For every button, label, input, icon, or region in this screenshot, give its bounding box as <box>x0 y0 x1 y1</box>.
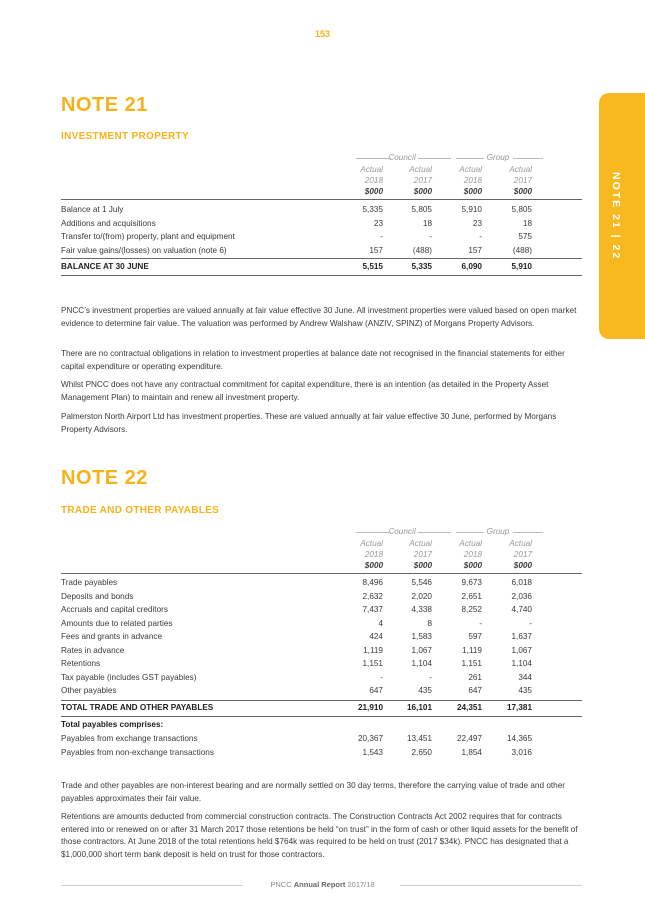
divider <box>356 532 391 533</box>
page-number: 153 <box>314 29 331 39</box>
paragraph: Retentions are amounts deducted from commercial construction contracts. The Construction Contracts Act 2002 requires that for contracts entered into or renewed on or after 31 March 2017 those retentions be held “on trust” in the form of cash or other liquid assets for the benefit of those contractors. At June 2018 of the total retentions held $764k was required to be held on trust (2017 $34k). PNCC has designated that a $1,000,000 short term bank deposit is held on trust for those contractors. <box>61 812 578 859</box>
table-row: Additions and acquisitions 23 18 23 18 <box>61 218 532 228</box>
column-header: Actual 2017 $000 <box>509 539 532 570</box>
column-header: Actual 2017 $000 <box>409 165 432 196</box>
side-tab <box>599 93 645 339</box>
group-council-label: Council <box>388 527 416 536</box>
note22-subheading: TRADE AND OTHER PAYABLES <box>61 505 220 516</box>
footer-year: 2017/18 <box>347 880 375 889</box>
total-row: BALANCE AT 30 JUNE 5,515 5,335 6,090 5,910 <box>61 262 532 271</box>
table-row: Fees and grants in advance 424 1,583 597 1,637 <box>61 632 532 641</box>
divider <box>513 158 543 159</box>
footer-title: Annual Report <box>293 880 346 889</box>
divider <box>356 158 391 159</box>
table-row: Payables from exchange transactions 20,367 13,451 22,497 14,365 <box>61 734 532 743</box>
total-rule-top <box>61 258 582 259</box>
header-rule <box>61 573 582 574</box>
column-header: Actual 2018 $000 <box>459 539 482 570</box>
column-header: Actual 2018 $000 <box>459 165 482 196</box>
divider <box>513 532 543 533</box>
group-group-label: Group <box>486 153 510 162</box>
table-row: Payables from non-exchange transactions 1,543 2,650 1,854 3,016 <box>61 747 532 757</box>
investment-property-table <box>61 152 582 277</box>
table-row: Balance at 1 July 5,335 5,805 5,910 5,805 <box>61 205 532 214</box>
footer <box>0 880 645 889</box>
group-council-label: Council <box>388 153 416 162</box>
divider <box>456 532 484 533</box>
divider <box>456 158 484 159</box>
paragraph: There are no contractual obligations in relation to investment properties at balance date not recognised in the financial statements for either capital expenditure or operating expenditure. <box>61 349 565 371</box>
group-group-label: Group <box>486 527 510 536</box>
table-row: Other payables 647 435 647 435 <box>61 686 532 695</box>
column-header: Actual 2017 $000 <box>509 165 532 196</box>
table-row: Trade payables 8,496 5,546 9,673 6,018 <box>61 578 532 587</box>
total-rule-bottom <box>61 275 582 276</box>
divider <box>418 158 451 159</box>
table-row: Accruals and capital creditors 7,437 4,338 8,252 4,740 <box>61 605 532 614</box>
table-row: Rates in advance 1,119 1,067 1,119 1,067 <box>61 645 532 655</box>
paragraph: PNCC’s investment properties are valued annually at fair value effective 30 June. All investment properties were valued based on open market evidence to determine fair value. The valuation was performed by Andrew Walshaw (ANZIV, SPINZ) of Morgans Property Advisors. <box>61 306 577 328</box>
table-row: Transfer to/(from) property, plant and equipment - - - 575 <box>61 232 532 241</box>
paragraph: Palmerston North Airport Ltd has investment properties. These are valued annually at fair value effective 30 June, performed by Morgans Property Advisors. <box>61 412 557 434</box>
total-rule-bottom <box>61 716 582 717</box>
total-rule-top <box>61 700 582 701</box>
note21-subheading: INVESTMENT PROPERTY <box>61 131 189 142</box>
divider <box>418 532 451 533</box>
footer-org: PNCC <box>270 880 292 889</box>
header-rule <box>61 199 582 200</box>
total-row: TOTAL TRADE AND OTHER PAYABLES 21,910 16,101 24,351 17,381 <box>61 703 532 712</box>
column-header: Actual 2017 $000 <box>409 539 432 570</box>
table-row: Retentions 1,151 1,104 1,151 1,104 <box>61 659 532 668</box>
paragraph: Whilst PNCC does not have any contractual commitment for capital expenditure, there is an intention (as detailed in the Property Asset Management Plan) to maintain and renew all investment property. <box>61 380 549 402</box>
note21-heading: NOTE 21 <box>61 94 148 116</box>
table-row: Tax payable (includes GST payables) - - 261 344 <box>61 672 532 682</box>
paragraph: Trade and other payables are non-interest bearing and are normally settled on 30 day terms, therefore the carrying value of trade and other payables approximates their fair value. <box>61 781 565 803</box>
note22-heading: NOTE 22 <box>61 467 148 489</box>
side-tab-label: NOTE 21 | 22 <box>610 172 622 261</box>
table-row: Amounts due to related parties 4 8 - - <box>61 618 532 628</box>
comprises-heading: Total payables comprises: <box>61 720 164 729</box>
payables-table <box>61 526 582 766</box>
table-row: Fair value gains/(losses) on valuation (note 6) 157 (488) 157 (488) <box>61 245 532 255</box>
column-header: Actual 2018 $000 <box>360 539 383 570</box>
table-row: Deposits and bonds 2,632 2,020 2,651 2,036 <box>61 591 532 601</box>
column-header: Actual 2018 $000 <box>360 165 383 196</box>
